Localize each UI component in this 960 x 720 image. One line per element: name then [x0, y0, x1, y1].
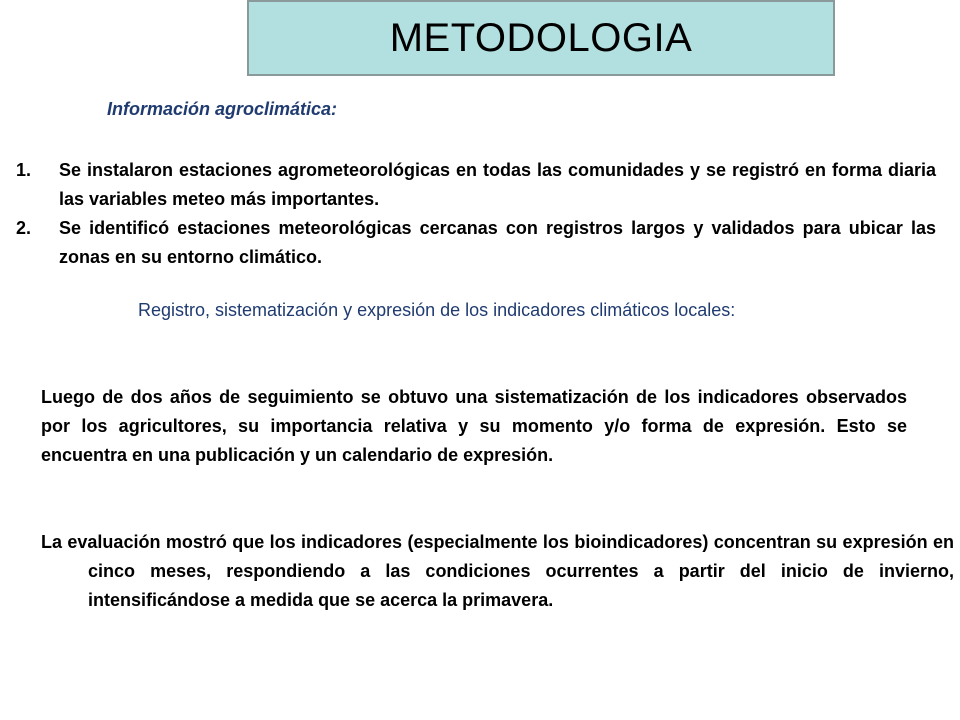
list-item	[16, 156, 936, 214]
list-item-text: Se instalaron estaciones agrometeorológicas en todas las comunidades y se registró en forma diaria las variables meteo más importantes.	[59, 160, 936, 209]
list-item-number: 1.	[16, 160, 32, 180]
list-item-text: Se identificó estaciones meteorológicas cercanas con registros largos y validados para ubicar las zonas en su entorno climático.	[59, 218, 936, 267]
page-title: METODOLOGIA	[389, 15, 693, 60]
paragraph-systematization: Luego de dos años de seguimiento se obtuvo una sistematización de los indicadores observados por los agricultores, su importancia relativa y su momento y/o forma de expresión. Esto se encuentra en una publicación y un calendario de expresión.	[41, 387, 907, 465]
list-item-number: 2.	[16, 218, 32, 238]
title-box	[247, 0, 835, 76]
numbered-list	[16, 156, 936, 272]
paragraph-evaluation: La evaluación mostró que los indicadores (especialmente los bioindicadores) concentran su expresión en cinco meses, respondiendo a las condiciones ocurrentes a partir del inicio de invierno, intensificándose a medida que se acerca la primavera.	[41, 532, 954, 610]
list-item	[16, 214, 936, 272]
section-heading-agroclimatic: Información agroclimática:	[107, 99, 338, 119]
section-heading-indicators: Registro, sistematización y expresión de los indicadores climáticos locales:	[138, 300, 736, 320]
